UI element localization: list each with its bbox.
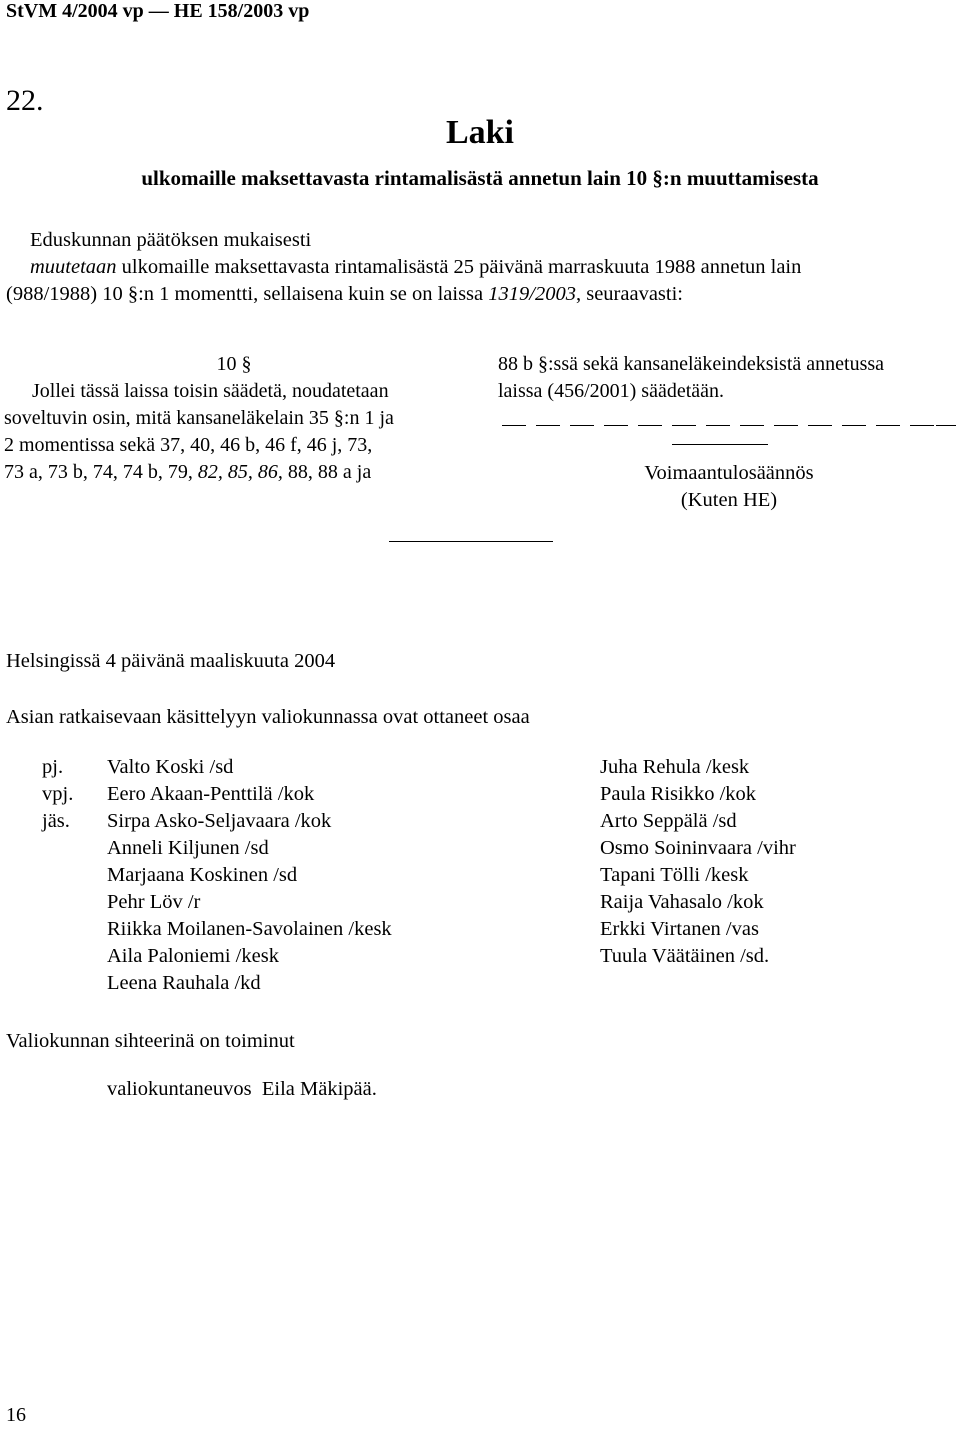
section-heading: 10 §	[216, 353, 252, 375]
member-name: Eero Akaan-Penttilä /kok	[107, 783, 315, 805]
section-right-column	[498, 351, 960, 405]
member-name: Raija Vahasalo /kok	[600, 891, 764, 913]
section-text-line: Jollei tässä laissa toisin säädetä, noudatetaan	[32, 380, 389, 402]
member-name: Tuula Väätäinen /sd.	[600, 945, 770, 967]
secretary-intro: Valiokunnan sihteerinä on toiminut	[6, 1030, 295, 1052]
section-text-line	[4, 459, 464, 486]
section-number: 22.	[6, 84, 44, 117]
end-of-law-rule	[389, 541, 553, 542]
section-text-line: soveltuvin osin, mitä kansaneläkelain 35 §:n 1 ja	[4, 407, 394, 429]
participants-intro: Asian ratkaisevaan käsittelyyn valiokunnassa ovat ottaneet osaa	[6, 706, 530, 728]
role-label: pj.	[42, 756, 64, 778]
members-right-list	[600, 754, 796, 970]
members-left-list	[107, 754, 392, 997]
member-name: Tapani Tölli /kesk	[600, 864, 749, 886]
preamble-verb: muutetaan	[30, 256, 117, 278]
entry-into-force-note: (Kuten HE)	[680, 489, 778, 511]
section-last-line-end: 88, 88 a ja	[282, 461, 372, 483]
member-name: Erkki Virtanen /vas	[600, 918, 759, 940]
entry-into-force-heading: Voimaantulosäännös	[644, 462, 814, 484]
section-amended-refs: 82, 85, 86,	[197, 461, 283, 483]
preamble-line-1: Eduskunnan päätöksen mukaisesti	[30, 229, 312, 251]
preamble-line-3-start: (988/1988) 10 §:n 1 momentti, sellaisena kuin se on laissa	[6, 283, 489, 305]
preamble-line-2	[30, 256, 801, 279]
member-name: Arto Seppälä /sd	[600, 810, 737, 832]
member-name: Leena Rauhala /kd	[107, 972, 261, 994]
member-name: Anneli Kiljunen /sd	[107, 837, 269, 859]
preamble-amending-act: 1319/2003	[488, 283, 576, 305]
member-name: Riikka Moilanen-Savolainen /kesk	[107, 918, 392, 940]
law-title: Laki	[445, 114, 515, 151]
place-date: Helsingissä 4 päivänä maaliskuuta 2004	[6, 650, 336, 672]
member-name: Marjaana Koskinen /sd	[107, 864, 298, 886]
section-text-line: 88 b §:ssä sekä kansaneläkeindeksistä annetussa	[498, 353, 885, 375]
member-roles	[42, 754, 73, 835]
separator-rule	[672, 444, 768, 445]
member-name: Pehr Löv /r	[107, 891, 201, 913]
section-left-column	[4, 351, 464, 486]
member-name: Paula Risikko /kok	[600, 783, 757, 805]
preamble-line-2-text: ulkomaille maksettavasta rintamalisästä 25 päivänä marraskuuta 1988 annetun lain	[116, 256, 802, 278]
member-name: Juha Rehula /kesk	[600, 756, 750, 778]
section-text-line: laissa (456/2001) säädetään.	[498, 380, 725, 402]
member-name: Aila Paloniemi /kesk	[107, 945, 279, 967]
section-text-line: 2 momentissa sekä 37, 40, 46 b, 46 f, 46 j, 73,	[4, 434, 373, 456]
page-number: 16	[6, 1404, 26, 1426]
section-last-line-start: 73 a, 73 b, 74, 74 b, 79,	[4, 461, 198, 483]
member-name: Valto Koski /sd	[107, 756, 234, 778]
running-header: StVM 4/2004 vp — HE 158/2003 vp	[6, 0, 310, 22]
role-label: vpj.	[42, 783, 74, 805]
member-name: Sirpa Asko-Seljavaara /kok	[107, 810, 332, 832]
preamble-line-3	[6, 283, 683, 306]
role-label: jäs.	[42, 810, 70, 832]
preamble-line-3-end: , seuraavasti:	[575, 283, 683, 305]
law-subtitle: ulkomaille maksettavasta rintamalisästä annetun lain 10 §:n muuttamisesta	[141, 166, 819, 190]
member-name: Osmo Soininvaara /vihr	[600, 837, 796, 859]
secretary-name: valiokuntaneuvos Eila Mäkipää.	[107, 1078, 377, 1100]
